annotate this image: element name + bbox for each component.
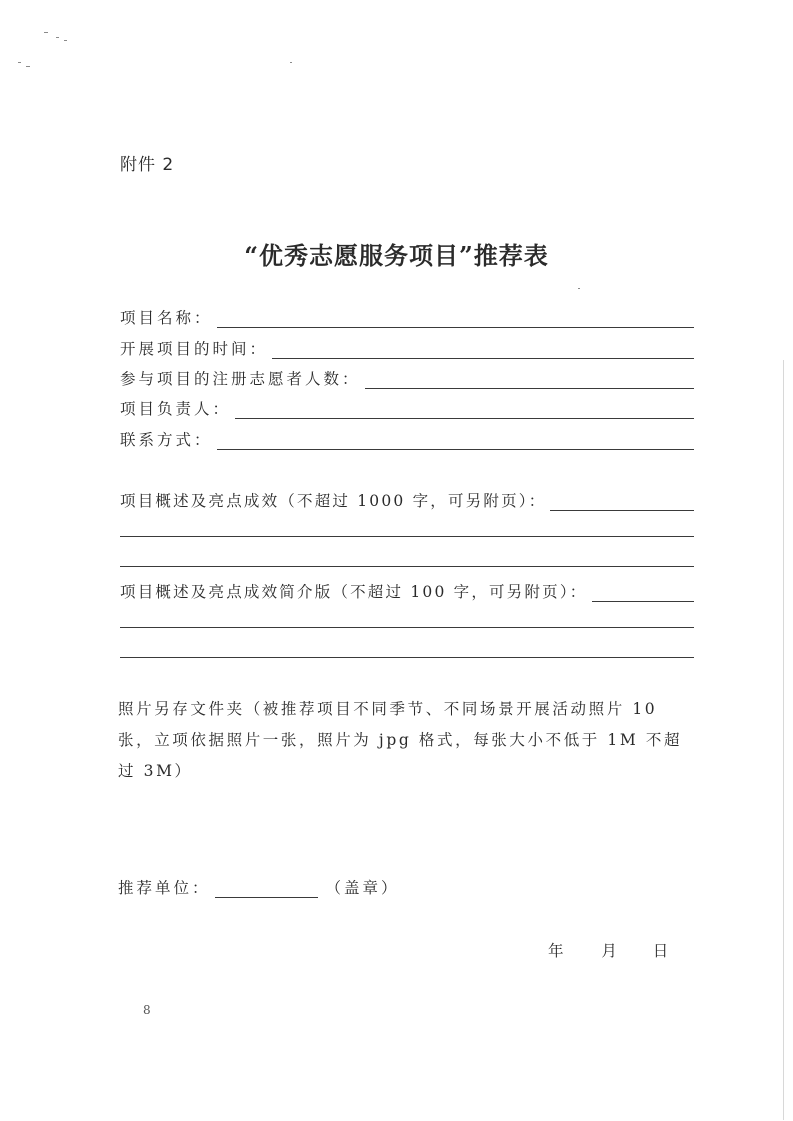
photo-note: 照片另存文件夹（被推荐项目不同季节、不同场景开展活动照片 10 张，立项依据照片一张，照片为 jpg 格式，每张大小不低于 1M 不超过 3M） (118, 700, 683, 780)
page-number: 8 (143, 1003, 151, 1017)
date-day: 日 (652, 942, 669, 960)
scan-speck (26, 66, 30, 67)
fill-line (217, 311, 694, 328)
scan-speck (290, 62, 292, 63)
seal-label: （盖章） (325, 879, 400, 897)
recommender-label: 推荐单位： (118, 879, 211, 897)
date-month: 月 (601, 942, 617, 960)
fill-line (272, 342, 694, 359)
fill-line (120, 536, 694, 537)
field-label: 项目名称： (120, 309, 213, 327)
brief-section (120, 580, 694, 602)
scan-edge-line (783, 360, 784, 1120)
fill-line (120, 566, 694, 567)
field-contact (120, 428, 694, 450)
scan-speck (44, 32, 48, 33)
field-project-time (120, 337, 694, 359)
attachment-label: 附件 2 (120, 155, 175, 175)
overview-section (120, 489, 694, 511)
fill-line (120, 657, 694, 658)
fill-line (550, 494, 694, 511)
fill-line (592, 585, 695, 602)
field-label: 参与项目的注册志愿者人数： (120, 370, 361, 388)
brief-label: 项目概述及亮点成效简介版（不超过 100 字，可另附页）： (120, 583, 588, 601)
overview-label: 项目概述及亮点成效（不超过 1000 字，可另附页）： (120, 492, 547, 510)
date-year: 年 (548, 942, 564, 960)
field-label: 开展项目的时间： (120, 340, 269, 358)
field-volunteer-count (120, 367, 694, 389)
fill-line (120, 627, 694, 628)
recommender-line (118, 876, 400, 898)
scan-speck (56, 37, 59, 38)
fill-line (217, 433, 694, 450)
fill-line (235, 402, 694, 419)
scan-speck (64, 40, 67, 41)
field-project-name (120, 306, 694, 328)
scan-speck (18, 62, 21, 63)
fill-line (215, 881, 318, 898)
fill-line (365, 372, 694, 389)
field-label: 联系方式： (120, 431, 213, 449)
date-line (548, 939, 668, 961)
page-title: “优秀志愿服务项目”推荐表 (244, 241, 549, 270)
field-label: 项目负责人： (120, 400, 232, 418)
field-project-leader (120, 397, 694, 419)
scan-speck (578, 288, 580, 289)
